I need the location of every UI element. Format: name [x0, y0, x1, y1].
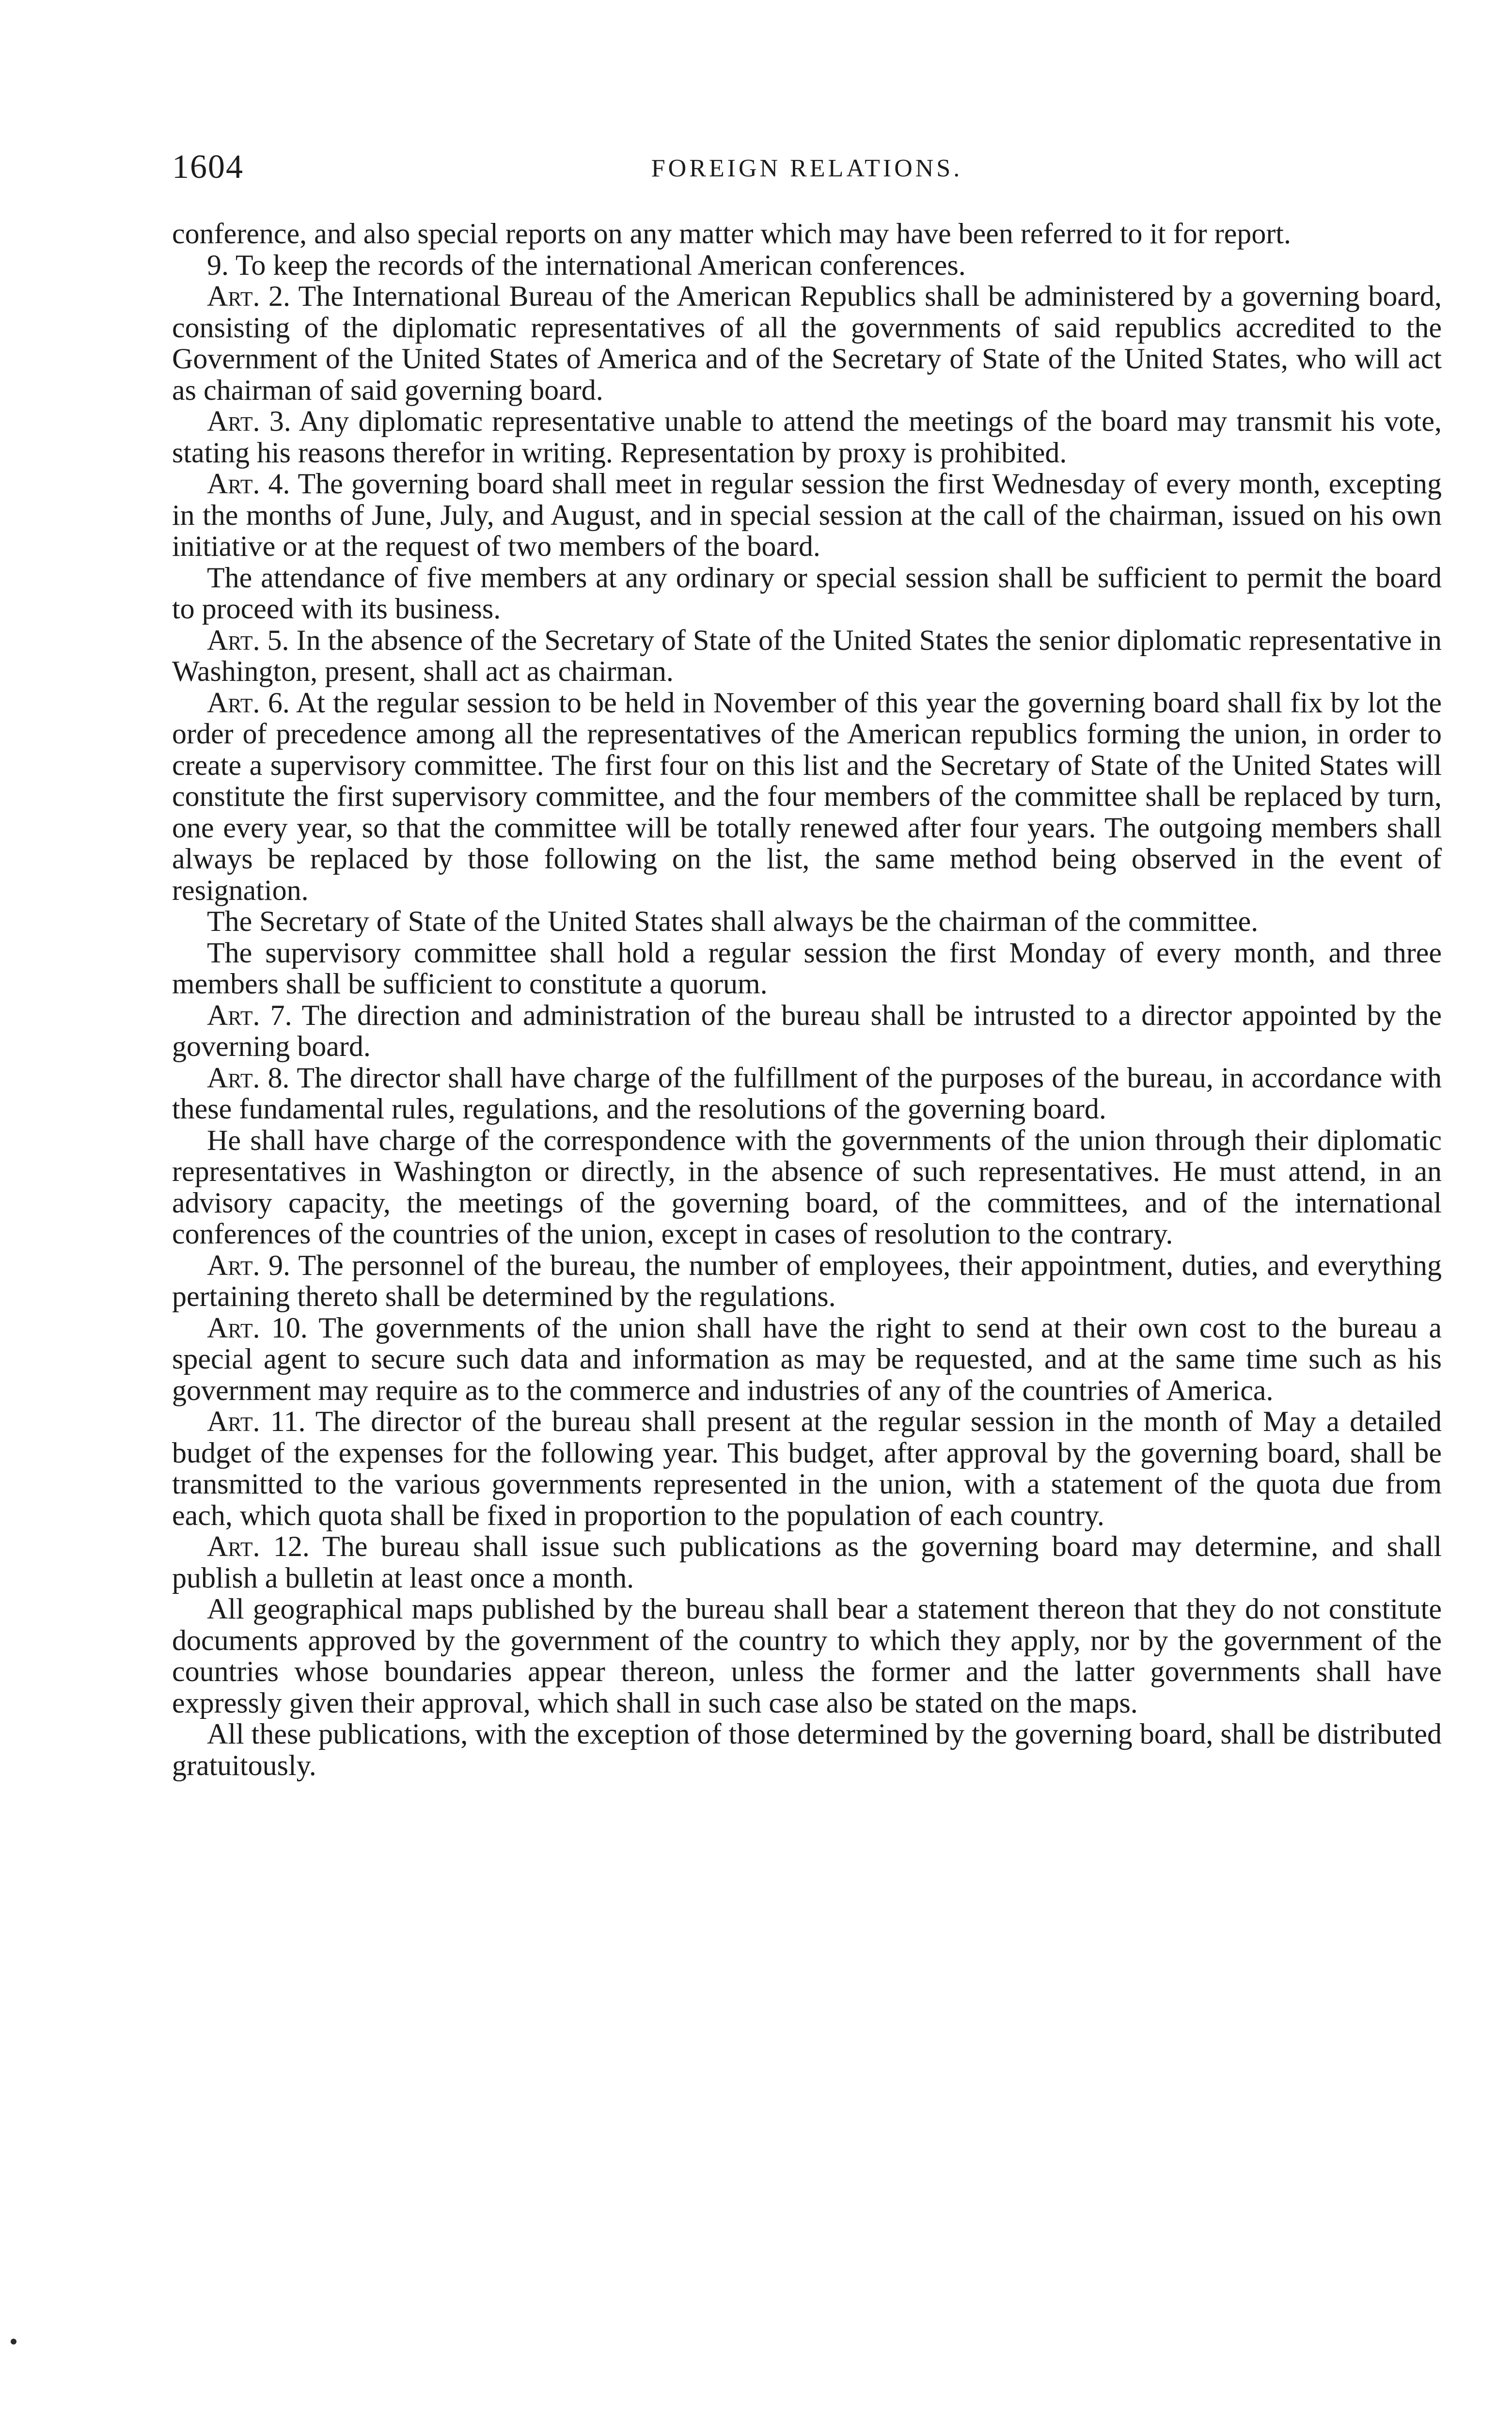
paragraph-art-6 — [172, 687, 1442, 906]
paragraph-text: Any diplomatic representative unable to attend the meetings of the board may transmit his vote, stating his reasons therefor in writing. Representation by proxy is prohibited. — [172, 405, 1442, 469]
paragraph-text: The personnel of the bureau, the number of employees, their appointment, duties, and everything pertaining thereto shall be determined by the regulations. — [172, 1249, 1442, 1312]
paragraph-text: The supervisory committee shall hold a regular session the first Monday of every month, and three members shall be sufficient to constitute a quorum. — [172, 936, 1442, 1000]
paragraph-art-9 — [172, 1250, 1442, 1312]
paragraph-text: At the regular session to be held in November of this year the governing board shall fix by lot the order of precedence among all the representatives of the American republics forming the union, in order to create a supervisory committee. The first four on this list and the Secretary of State of the United States will constitute the first supervisory committee, and the four members of the committee shall be replaced by turn, one every year, so that the committee will be totally renewed after four years. The outgoing members shall always be replaced by those following on the list, the same method being observed in the event of resignation. — [172, 686, 1442, 906]
paragraph-attendance — [172, 562, 1442, 625]
article-label: Art. 8. — [207, 1061, 290, 1094]
article-label: Art. 7. — [207, 999, 292, 1031]
page-header — [172, 145, 1442, 199]
running-title: FOREIGN RELATIONS. — [651, 155, 963, 182]
paragraph-continuation — [172, 218, 1442, 250]
article-label: Art. 9. — [207, 1249, 290, 1281]
paragraph-text: He shall have charge of the correspondence with the governments of the union through their diplomatic representatives in Washington or directly, in the absence of such representatives. He must attend, in an advisory capacity, the meetings of the governing board, of the committees, and of the international conferences of the countries of the union, except in cases of resolution to the contrary. — [172, 1124, 1442, 1250]
paragraph-art-4 — [172, 468, 1442, 562]
paragraph-text: The direction and administration of the bureau shall be intrusted to a director appointed by the governing board. — [172, 999, 1442, 1062]
article-label: Art. 6. — [207, 686, 290, 719]
paragraph-committee-chairman — [172, 906, 1442, 937]
paragraph-art-10 — [172, 1312, 1442, 1406]
paragraph-text: The attendance of five members at any ordinary or special session shall be sufficient to permit the board to proceed with its business. — [172, 561, 1442, 625]
paragraph-text: The director shall have charge of the fulfillment of the purposes of the bureau, in accordance with these fundamental rules, regulations, and the resolutions of the governing board. — [172, 1061, 1442, 1125]
paragraph-text: The director of the bureau shall present at the regular session in the month of May a detailed budget of the expenses for the following year. This budget, after approval by the governing board, shall be transmitted to the various governments represented in the union, with a statement of the quota due from each, which quota shall be fixed in proportion to the population of each country. — [172, 1405, 1442, 1531]
article-label: Art. 10. — [207, 1311, 308, 1344]
paragraph-art-12 — [172, 1531, 1442, 1593]
paragraph-publications — [172, 1718, 1442, 1781]
paragraph-text: conference, and also special reports on any matter which may have been referred to it for report. — [172, 218, 1291, 250]
page-number: 1604 — [172, 148, 244, 186]
paragraph-text: 9. To keep the records of the international American conferences. — [207, 249, 966, 281]
paragraph-art-2 — [172, 281, 1442, 406]
paragraph-director-correspondence — [172, 1125, 1442, 1250]
paragraph-item-9 — [172, 250, 1442, 281]
paragraph-art-8 — [172, 1062, 1442, 1125]
paragraph-art-7 — [172, 1000, 1442, 1062]
article-label: Art. 12. — [207, 1530, 310, 1562]
article-label: Art. 5. — [207, 624, 289, 656]
paragraph-text: The bureau shall issue such publications as the governing board may determine, and shall publish a bulletin at least once a month. — [172, 1530, 1442, 1594]
article-label: Art. 4. — [207, 468, 290, 500]
document-page — [172, 145, 1442, 1781]
paragraph-text: All geographical maps published by the bureau shall bear a statement thereon that they do not constitute documents approved by the government of the country to which they apply, nor by the government of the countries whose boundaries appear thereon, unless the former and the latter governments shall have expressly given their approval, which shall in such case also be stated on the maps. — [172, 1593, 1442, 1719]
paragraph-maps — [172, 1593, 1442, 1718]
article-label: Art. 11. — [207, 1405, 306, 1437]
paragraph-text: The governing board shall meet in regular session the first Wednesday of every month, excepting in the months of June, July, and August, and in special session at the call of the chairman, issued on his own initiative or at the request of two members of the board. — [172, 468, 1442, 562]
paragraph-committee-session — [172, 937, 1442, 1000]
paragraph-art-11 — [172, 1406, 1442, 1531]
paragraph-text: The governments of the union shall have the right to send at their own cost to the bureau a special agent to secure such data and information as may be requested, and at the same time such as his government may require as to the commerce and industries of any of the countries of America. — [172, 1311, 1442, 1406]
paragraph-text: The Secretary of State of the United States shall always be the chairman of the committee. — [207, 905, 1259, 937]
paragraph-art-3 — [172, 406, 1442, 468]
paragraph-text: The International Bureau of the American Republics shall be administered by a governing board, consisting of the diplomatic representatives of all the governments of said republics accredited to the Government of the United States of America and of the Secretary of State of the United States, who will act as chairman of said governing board. — [172, 280, 1442, 406]
body-text — [172, 218, 1442, 1781]
paragraph-text: In the absence of the Secretary of State of the United States the senior diplomatic representative in Washington, present, shall act as chairman. — [172, 624, 1442, 687]
paragraph-art-5 — [172, 625, 1442, 687]
article-label: Art. 3. — [207, 405, 291, 437]
margin-ink-dot — [11, 2339, 16, 2344]
paragraph-text: All these publications, with the exception of those determined by the governing board, shall be distributed gratuitously. — [172, 1718, 1442, 1781]
article-label: Art. 2. — [207, 280, 291, 312]
